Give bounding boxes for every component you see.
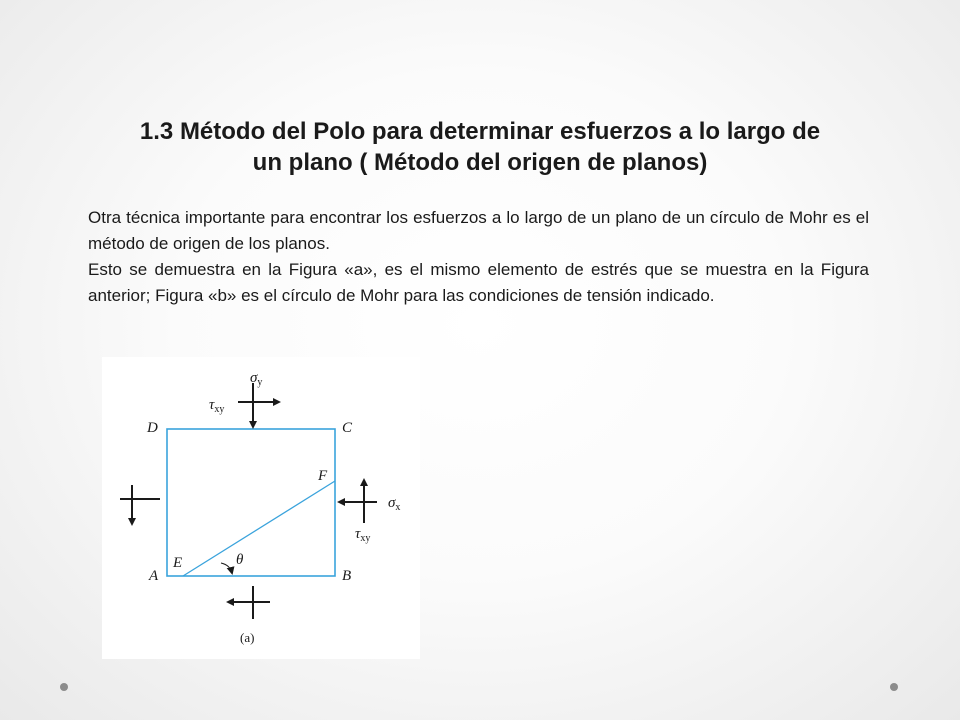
- plane-EF: [183, 481, 335, 576]
- label-A: A: [149, 568, 159, 584]
- label-F: F: [318, 468, 328, 484]
- slide-body: [88, 205, 869, 309]
- decorative-dot-right: [890, 683, 898, 691]
- label-E: E: [173, 555, 183, 571]
- paragraph-1: Otra técnica importante para encontrar los esfuerzos a lo largo de un plano de un círculo de Mohr es el método de origen de los planos.: [88, 208, 869, 253]
- label-tau-right: $\tau_{xy}$: [355, 526, 371, 544]
- figure-caption: (a): [240, 630, 255, 645]
- label-D: D: [147, 420, 158, 436]
- label-sigma-y: $\sigma_y$: [250, 370, 263, 388]
- title-line-2: un plano ( Método del origen de planos): [252, 149, 708, 176]
- paragraph-2: Esto se demuestra en la Figura «a», es el mismo elemento de estrés que se muestra en la Figura anterior; Figura «b» es el círculo de Mohr para las condiciones de tensión indicado.: [88, 260, 869, 305]
- decorative-dot-left: [60, 683, 68, 691]
- label-sigma-x: $\sigma_x$: [388, 495, 401, 513]
- theta-arc: [221, 563, 232, 573]
- label-theta: θ: [236, 552, 244, 568]
- title-line-1: 1.3 Método del Polo para determinar esfuerzos a lo largo de: [139, 118, 821, 145]
- label-C: C: [342, 420, 353, 436]
- stress-element-figure: [102, 357, 420, 659]
- element-square: [167, 429, 335, 576]
- slide-title: [80, 116, 880, 178]
- label-tau-top: $\tau_{xy}$: [209, 397, 225, 415]
- label-B: B: [342, 568, 352, 584]
- stress-element-diagram: [102, 357, 420, 659]
